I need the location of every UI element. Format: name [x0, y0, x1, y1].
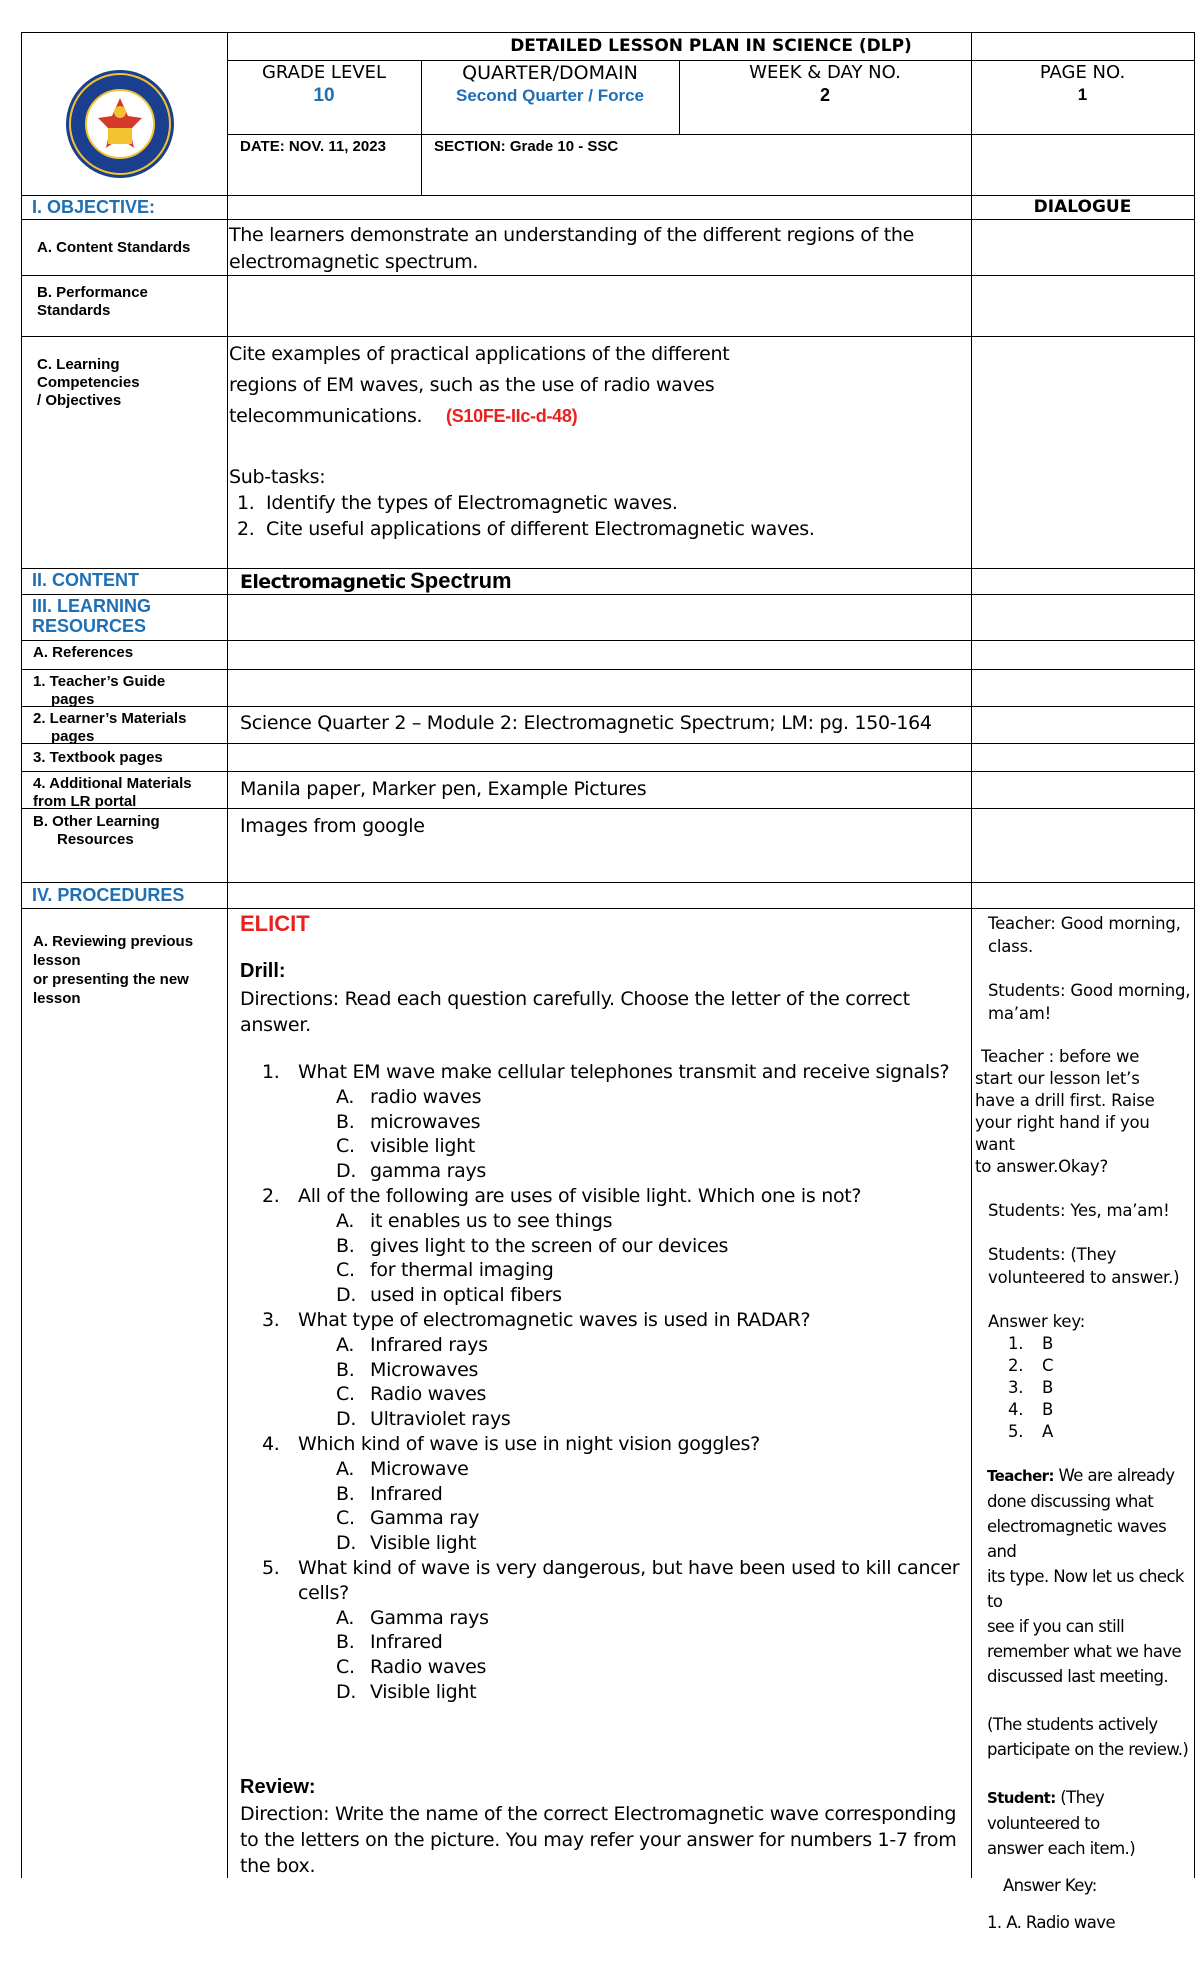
dialogue-line: have a drill first. Raise — [975, 1091, 1155, 1110]
choice-item: A. it enables us to see things — [336, 1209, 613, 1232]
performance-standards-label-2: Standards — [37, 302, 111, 319]
choice-item: C. for thermal imaging — [336, 1259, 554, 1282]
content-heading: II. CONTENT — [32, 570, 139, 590]
drill-questions — [262, 1060, 972, 1705]
choice-item: C. Gamma ray — [336, 1507, 480, 1530]
subtask-item: 2. Cite useful applications of different Electromagnetic waves. — [237, 518, 815, 540]
answer-key-2-label: Answer Key: — [1003, 1876, 1097, 1895]
choice-item: C. visible light — [336, 1135, 475, 1158]
content-standards-label: A. Content Standards — [37, 239, 191, 256]
dialogue-line: start our lesson let’s — [975, 1069, 1140, 1088]
reviewing-label-3: or presenting the new — [33, 971, 189, 988]
additional-materials-portal-label: from LR portal — [33, 793, 137, 810]
dialogue-line: ma’am! — [988, 1004, 1052, 1023]
dialogue-line: (They volunteered to — [987, 1788, 1105, 1833]
reviewing-label-4: lesson — [33, 990, 81, 1007]
resources-heading-2: RESOURCES — [32, 616, 147, 636]
review-heading: Review: — [240, 1776, 316, 1798]
question-item: 5. What kind of wave is very dangerous, but have been used to kill cancer cells? — [262, 1556, 960, 1604]
subtasks-label: Sub-tasks: — [229, 466, 326, 488]
procedures-heading: IV. PROCEDURES — [32, 885, 185, 905]
dialogue-line: Teacher : before we — [981, 1047, 1140, 1066]
content-standards-text: The learners demonstrate an understanding of the different regions of the electromagnetic spectrum. — [229, 224, 914, 273]
date-field: DATE: NOV. 11, 2023 — [240, 138, 386, 155]
answer-key-label: Answer key: — [988, 1312, 1086, 1331]
dialogue-line: its type. Now let us check to — [987, 1567, 1184, 1611]
learners-materials-label: 2. Learner’s Materials — [33, 710, 187, 727]
learning-competencies-label-1: C. Learning — [37, 356, 120, 373]
dialogue-line: Students: Good morning, — [988, 981, 1191, 1000]
choice-item: D. gamma rays — [336, 1160, 487, 1183]
learners-materials-value: Science Quarter 2 – Module 2: Electromagnetic Spectrum; LM: pg. 150-164 — [240, 712, 932, 734]
grade-level-value: 10 — [313, 85, 335, 106]
section-field: SECTION: Grade 10 - SSC — [434, 138, 619, 155]
choice-item: B. microwaves — [336, 1110, 481, 1133]
choice-item: C. Radio waves — [336, 1656, 487, 1679]
question-item: 4. Which kind of wave is use in night vision goggles? — [262, 1432, 760, 1455]
dialogue-line: Teacher: Good morning, — [988, 914, 1181, 933]
choice-item: C. Radio waves — [336, 1383, 487, 1406]
dialogue-line: done discussing what — [987, 1492, 1154, 1511]
learning-competencies-label-2: Competencies — [37, 374, 140, 391]
answer-key-item: 2. C — [1008, 1356, 1054, 1375]
drill-directions: Directions: Read each question carefully. Choose the letter of the correct answer. — [240, 988, 910, 1036]
dialogue-heading: DIALOGUE — [1033, 197, 1132, 217]
competency-line-3: telecommunications. — [229, 405, 423, 427]
week-day-value: 2 — [819, 85, 830, 105]
dialogue-line: discussed last meeting. — [987, 1667, 1169, 1686]
choice-item: B. Infrared — [336, 1631, 443, 1654]
question-item: 2. All of the following are uses of visible light. Which one is not? — [262, 1184, 862, 1207]
review-directions: Direction: Write the name of the correct Electromagnetic wave corresponding to the letters on the picture. You may refer your answer for numbers 1-7 from the box. — [240, 1803, 957, 1877]
choice-item: D. Visible light — [336, 1532, 477, 1555]
references-label: A. References — [33, 644, 134, 661]
choice-item: D. used in optical fibers — [336, 1284, 562, 1307]
question-item: 1. What EM wave make cellular telephones transmit and receive signals? — [262, 1061, 950, 1083]
dialogue-line: your right hand if you want — [975, 1113, 1150, 1154]
learning-competencies-label-3: / Objectives — [37, 392, 122, 409]
competency-code: (S10FE-IIc-d-48) — [446, 406, 578, 426]
dialogue-line: Students: Yes, ma’am! — [988, 1201, 1170, 1220]
content-value-b: Spectrum — [410, 568, 512, 593]
choice-item: B. Microwaves — [336, 1358, 479, 1381]
drill-heading: Drill: — [240, 960, 286, 982]
dialogue-line: volunteered to answer.) — [988, 1268, 1180, 1287]
dialogue-line: class. — [988, 937, 1034, 956]
choice-item: A. Microwave — [336, 1457, 469, 1480]
reviewing-label-1: A. Reviewing previous — [33, 933, 194, 950]
additional-materials-label: 4. Additional Materials — [33, 775, 192, 792]
dialogue-line: answer each item.) — [987, 1839, 1136, 1858]
dialogue-line: participate on the review.) — [987, 1740, 1189, 1759]
other-resources-value: Images from google — [240, 815, 425, 837]
choice-item: D. Ultraviolet rays — [336, 1408, 511, 1431]
dialogue-line: electromagnetic waves and — [987, 1517, 1167, 1561]
choice-item: A. Infrared rays — [336, 1333, 488, 1356]
dialogue-column — [975, 912, 1193, 1935]
dialogue-line: remember what we have — [987, 1642, 1182, 1661]
quarter-domain-label: QUARTER/DOMAIN — [462, 62, 638, 84]
page-number-label: PAGE NO. — [1039, 62, 1126, 83]
elicit-heading: ELICIT — [240, 911, 310, 936]
reviewing-label-2: lesson — [33, 952, 81, 969]
dialogue-line: to answer.Okay? — [975, 1157, 1109, 1176]
answer-key-item: 3. B — [1008, 1378, 1054, 1397]
textbook-pages-label: 3. Textbook pages — [33, 749, 163, 766]
answer-key-item: 5. A — [1008, 1422, 1054, 1441]
additional-materials-value: Manila paper, Marker pen, Example Pictures — [240, 778, 647, 800]
objective-heading: I. OBJECTIVE: — [32, 197, 156, 217]
choice-item: A. radio waves — [336, 1085, 482, 1108]
dialogue-line: Students: (They — [988, 1245, 1117, 1264]
dialogue-student-label: Student: — [987, 1789, 1056, 1807]
subtask-item: 1. Identify the types of Electromagnetic waves. — [237, 492, 678, 514]
deped-seal-logo — [64, 68, 176, 180]
dialogue-teacher-label: Teacher: — [987, 1467, 1054, 1485]
question-item: 3. What type of electromagnetic waves is used in RADAR? — [262, 1308, 811, 1331]
choice-item: B. Infrared — [336, 1482, 443, 1505]
quarter-domain-value: Second Quarter / Force — [456, 86, 644, 105]
choice-item: B. gives light to the screen of our devices — [336, 1234, 729, 1257]
other-resources-label: B. Other Learning — [33, 813, 160, 830]
performance-standards-label-1: B. Performance — [37, 284, 148, 301]
competency-line-2: regions of EM waves, such as the use of radio waves — [229, 374, 715, 396]
teachers-guide-label: 1. Teacher’s Guide — [33, 673, 166, 690]
choice-item: A. Gamma rays — [336, 1606, 489, 1629]
page-number-value: 1 — [1077, 85, 1088, 104]
resources-heading-1: III. LEARNING — [32, 596, 152, 616]
learners-materials-pages-label: pages — [51, 728, 95, 745]
answer-key-2-item: 1. A. Radio wave — [987, 1913, 1116, 1932]
competency-line-1: Cite examples of practical applications of the different — [229, 343, 730, 365]
teachers-guide-pages-label: pages — [51, 691, 95, 708]
dialogue-line: (The students actively — [987, 1715, 1158, 1734]
other-resources-label-2: Resources — [57, 831, 134, 848]
answer-key-item: 1. B — [1008, 1334, 1054, 1353]
document-title: DETAILED LESSON PLAN IN SCIENCE (DLP) — [510, 36, 912, 56]
content-value-a: Electromagnetic — [240, 571, 406, 593]
answer-key-item: 4. B — [1008, 1400, 1054, 1419]
dialogue-line: see if you can still — [987, 1617, 1125, 1636]
dialogue-line: We are already — [1058, 1466, 1175, 1485]
week-day-label: WEEK & DAY NO. — [749, 62, 901, 83]
choice-item: D. Visible light — [336, 1680, 477, 1703]
grade-level-label: GRADE LEVEL — [261, 62, 387, 83]
